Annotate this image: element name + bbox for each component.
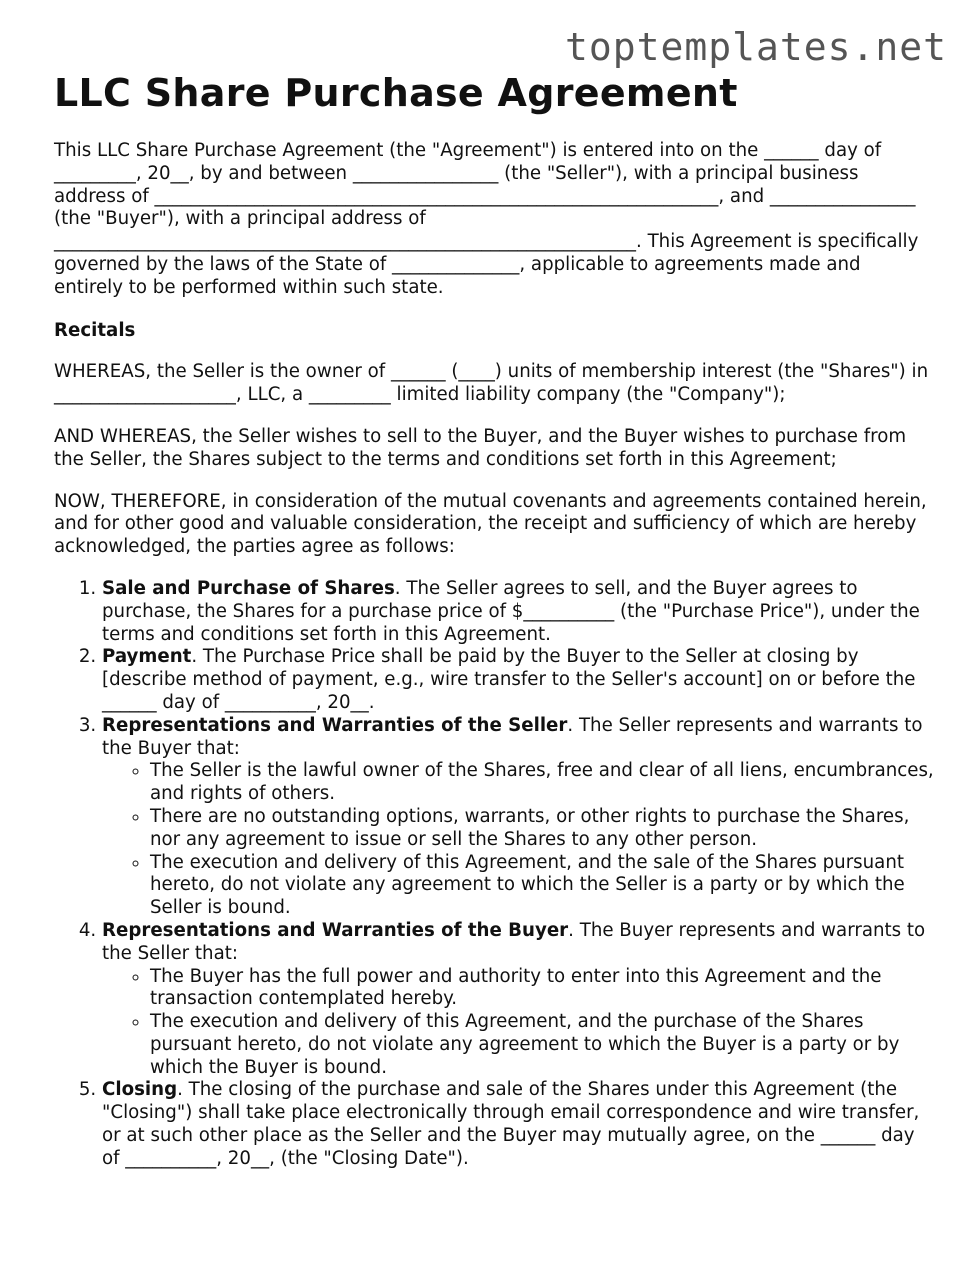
recitals-heading: Recitals xyxy=(54,319,136,341)
document-page xyxy=(54,70,934,1171)
list-item: ◦ The execution and delivery of this Agreement, and the sale of the Shares pursuant hereto, do not violate any agreement to which the Seller is a party or by which the Seller is bound. xyxy=(150,852,934,920)
recital-now-therefore: NOW, THEREFORE, in consideration of the mutual covenants and agreements contained herein, and for other good and valuable consideration, the receipt and sufficiency of which are hereby acknowledged, the parties agree as follows: xyxy=(54,490,927,558)
intro-paragraph: This LLC Share Purchase Agreement (the "Agreement") is entered into on the ______ day of _________, 20__, by and between ________________ (the "Seller"), with a principal business address of ______________________________________________________________, and ________________ (the "Buyer"), with a principal address of ________________________________________________________________. This Agreement is specifically governed by the laws of the State of ______________, applicable to agreements made and entirely to be performed within such state. xyxy=(54,140,919,298)
section-sale-and-purchase xyxy=(102,578,934,646)
section-buyer-warranties xyxy=(102,920,934,1080)
section-text: . The Buyer represents and warrants to the Seller that: xyxy=(102,919,926,964)
section-seller-warranties xyxy=(102,715,934,920)
list-item: ◦ The execution and delivery of this Agreement, and the purchase of the Shares pursuant hereto, do not violate any agreement to which the Buyer is a party or by which the Buyer is bound. xyxy=(150,1011,934,1079)
list-item: ◦ The Seller is the lawful owner of the Shares, free and clear of all liens, encumbrances, and rights of others. xyxy=(150,760,934,806)
recital-and-whereas: AND WHEREAS, the Seller wishes to sell to the Buyer, and the Buyer wishes to purchase from the Seller, the Shares subject to the terms and conditions set forth in this Agreement; xyxy=(54,425,907,470)
watermark: toptemplates.net xyxy=(564,25,947,69)
section-text: . The Seller agrees to sell, and the Buyer agrees to purchase, the Shares for a purchase price of $__________ (the "Purchase Price"), under the terms and conditions set forth in this Agreement. xyxy=(102,577,920,645)
section-heading: Payment xyxy=(102,646,192,668)
section-heading: Closing xyxy=(102,1079,178,1101)
section-payment xyxy=(102,646,934,714)
recital-whereas: WHEREAS, the Seller is the owner of ______ (____) units of membership interest (the "Shares") in ____________________, LLC, a _________ limited liability company (the "Company"); xyxy=(54,361,929,406)
section-closing xyxy=(102,1079,934,1170)
section-heading: Sale and Purchase of Shares xyxy=(102,577,395,599)
section-heading: Representations and Warranties of the Seller xyxy=(102,714,568,736)
seller-warranties-list xyxy=(102,760,934,920)
sections-list xyxy=(54,578,934,1171)
section-heading: Representations and Warranties of the Buyer xyxy=(102,919,569,941)
buyer-warranties-list xyxy=(102,966,934,1080)
section-text: . The Purchase Price shall be paid by the Buyer to the Seller at closing by [describe method of payment, e.g., wire transfer to the Seller's account] on or before the ______ day of __________, 20__. xyxy=(102,646,916,713)
section-text: . The Seller represents and warrants to the Buyer that: xyxy=(102,714,923,759)
document-title: LLC Share Purchase Agreement xyxy=(54,71,738,115)
section-text: . The closing of the purchase and sale of the Shares under this Agreement (the "Closing") shall take place electronically through email correspondence and wire transfer, or at such other place as the Seller and the Buyer may mutually agree, on the ______ day of __________, 20__, (the "Closing Date"). xyxy=(102,1079,920,1169)
list-item: ◦ There are no outstanding options, warrants, or other rights to purchase the Shares, nor any agreement to issue or sell the Shares to any other person. xyxy=(150,806,934,852)
list-item: ◦ The Buyer has the full power and authority to enter into this Agreement and the transaction contemplated hereby. xyxy=(150,966,934,1012)
